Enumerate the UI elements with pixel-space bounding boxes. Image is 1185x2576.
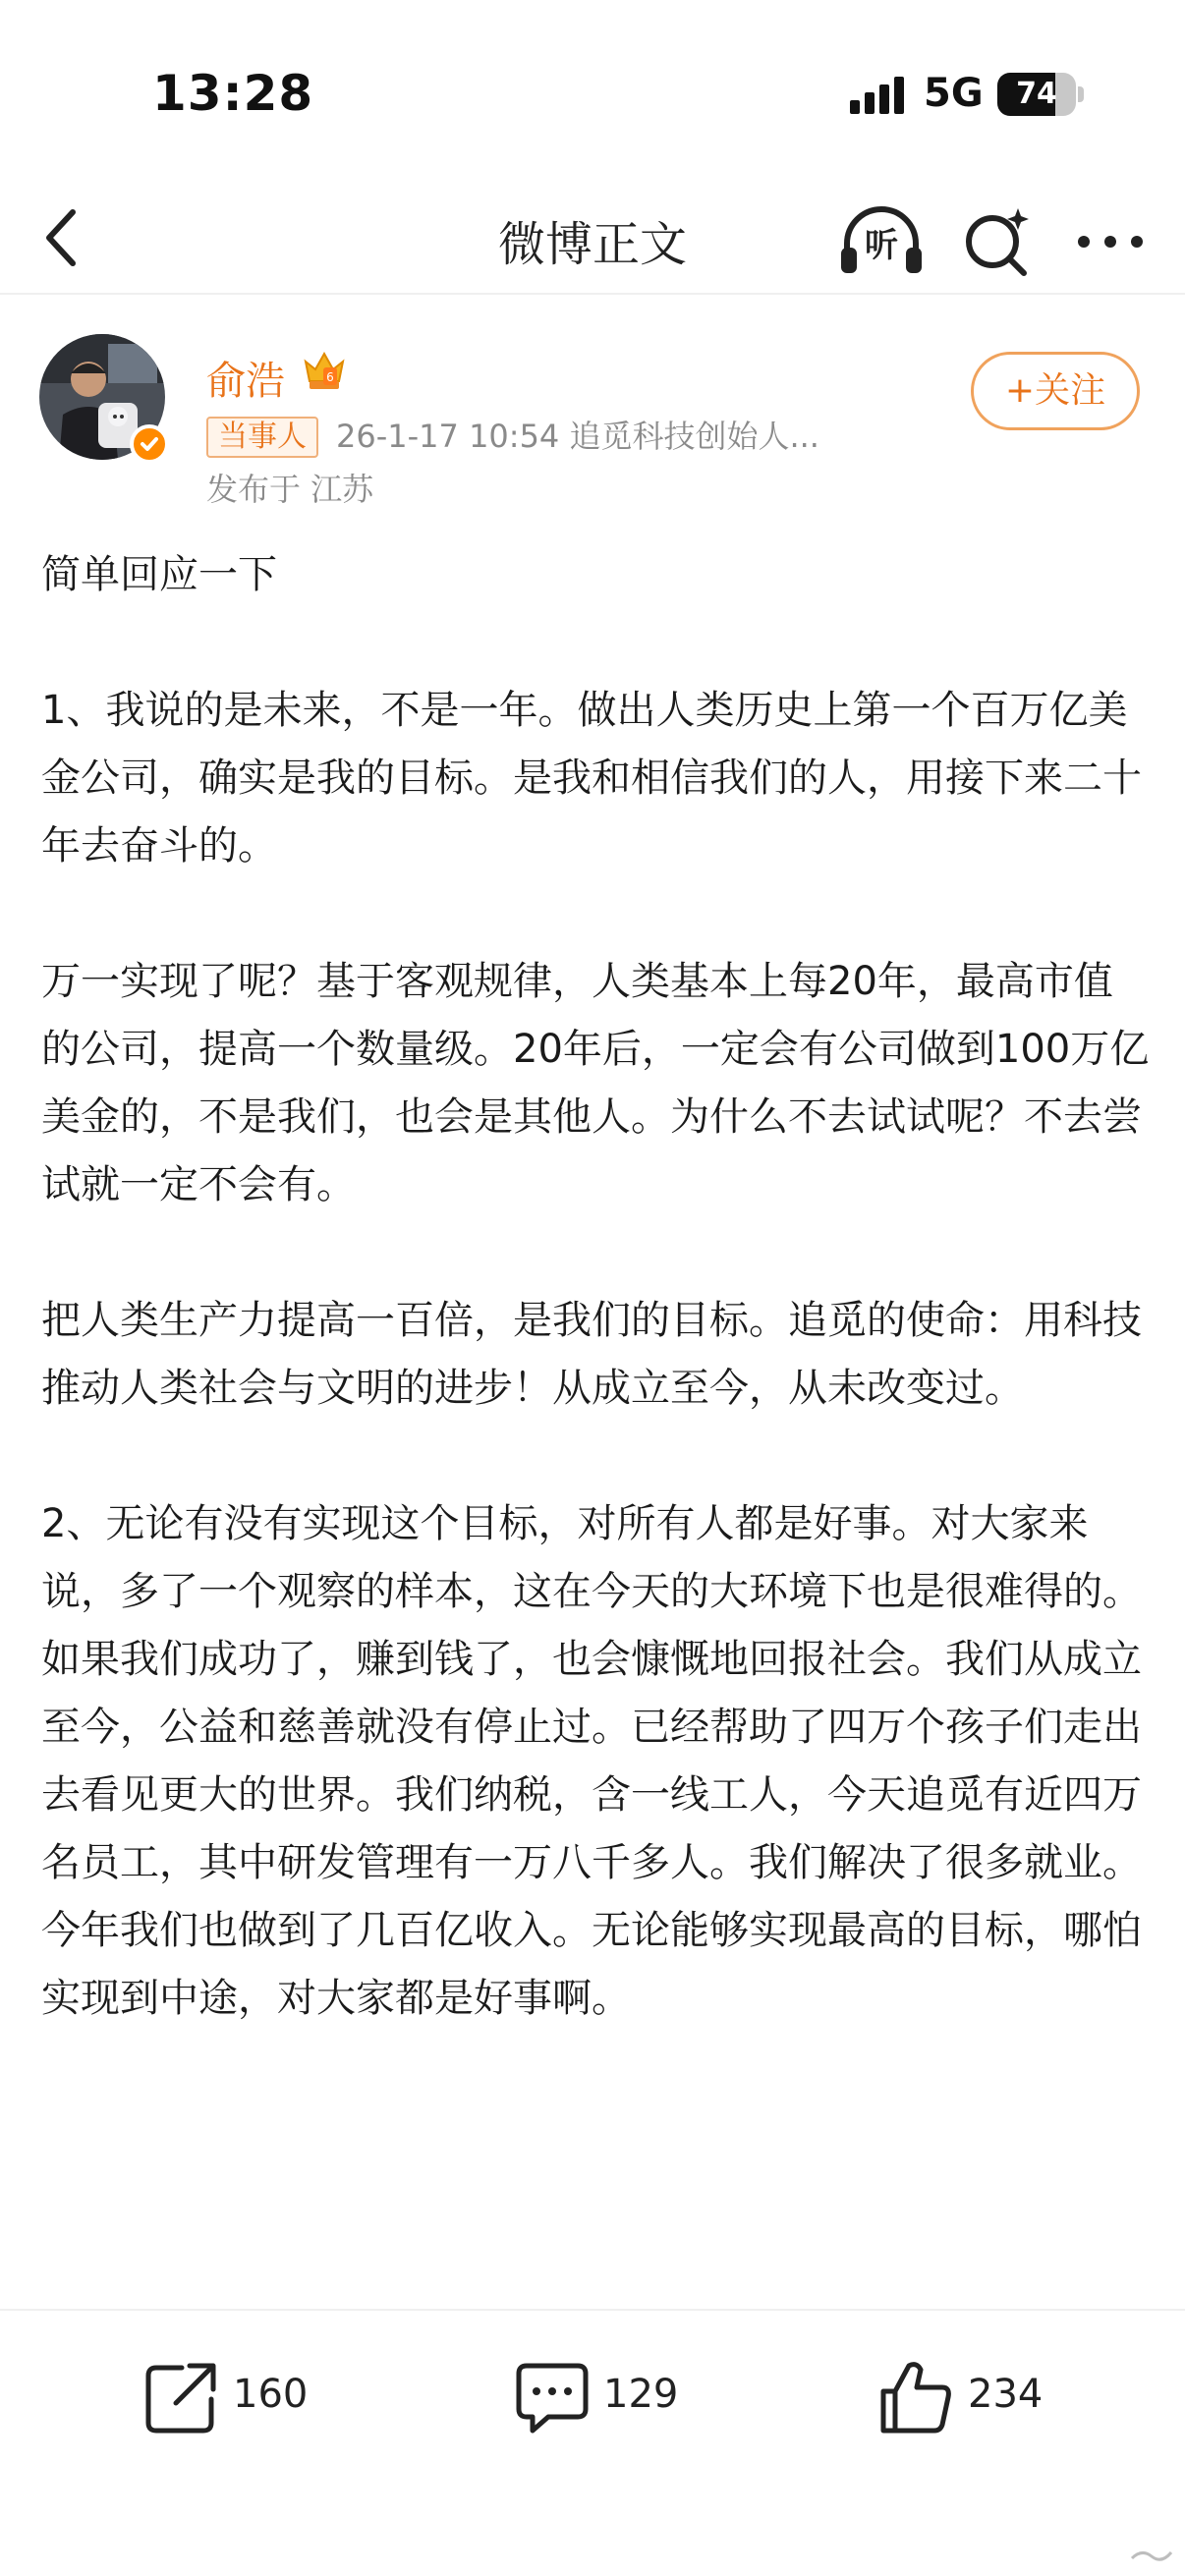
battery-level: 74 (1016, 77, 1057, 111)
role-tag: 当事人 (206, 417, 318, 458)
signal-strength-icon (850, 77, 905, 114)
like-button[interactable] (877, 2358, 1064, 2436)
verified-badge-icon (130, 424, 169, 464)
comment-count: 129 (603, 2372, 679, 2417)
post-paragraph: 简单回应一下 (41, 552, 277, 597)
comment-icon (513, 2358, 592, 2436)
post-meta: 26-1-17 10:54 追觅科技创始人... (336, 418, 819, 455)
svg-text:6: 6 (326, 370, 334, 384)
post-location: 发布于 江苏 (206, 471, 374, 508)
follow-button[interactable]: +关注 (971, 352, 1140, 430)
more-button[interactable] (1066, 198, 1155, 283)
battery-icon (997, 73, 1076, 116)
network-type: 5G (924, 71, 984, 116)
battery-tip (1078, 86, 1084, 102)
watermark-mark (1130, 2545, 1173, 2564)
more-dots-icon (1066, 198, 1155, 283)
post-paragraph: 2、无论有没有实现这个目标，对所有人都是好事。对大家来说，多了一个观察的样本，这在今天的大环境下也是很难得的。如果我们成功了，赚到钱了，也会慷慨地回报社会。我们从成立至今，公益和慈善就没有停止过。已经帮助了四万个孩子们走出去看见更大的世界。我们纳税，含一线工人，今天追觅有近四万名员工，其中研发管理有一万八千多人。我们解决了很多就业。今年我们也做到了几百亿收入。无论能够实现最高的目标，哪怕实现到中途，对大家都是好事啊。 (41, 1501, 1142, 2021)
vip-crown-icon[interactable] (300, 348, 349, 393)
page-title: 微博正文 (497, 217, 687, 272)
author-name[interactable]: 俞浩 (206, 359, 285, 404)
listen-button[interactable] (837, 198, 926, 283)
repost-button[interactable] (142, 2358, 329, 2436)
post-paragraph: 1、我说的是未来，不是一年。做出人类历史上第一个百万亿美金公司，确实是我的目标。是我和相信我们的人，用接下来二十年去奋斗的。 (41, 688, 1142, 868)
avatar[interactable] (39, 334, 165, 460)
repost-icon (142, 2358, 221, 2436)
status-bar (0, 0, 1185, 187)
post-paragraph: 万一实现了呢？基于客观规律，人类基本上每20年，最高市值的公司，提高一个数量级。20年后，一定会有公司做到100万亿美金的，不是我们，也会是其他人。为什么不去试试呢？不去尝试就一定不会有。 (41, 959, 1150, 1207)
status-time: 13:28 (152, 65, 314, 122)
ai-search-icon (953, 198, 1042, 283)
post-body (41, 541, 1152, 2033)
ai-search-button[interactable] (953, 198, 1042, 283)
post-paragraph: 把人类生产力提高一百倍，是我们的目标。追觅的使命：用科技推动人类社会与文明的进步！从成立至今，从未改变过。 (41, 1298, 1142, 1411)
comment-button[interactable] (513, 2358, 700, 2436)
action-bar (0, 2309, 1185, 2476)
thumbs-up-icon (877, 2358, 956, 2436)
listen-label: 听 (865, 226, 898, 265)
nav-bar (0, 187, 1185, 295)
like-count: 234 (968, 2372, 1044, 2417)
repost-count: 160 (233, 2372, 309, 2417)
